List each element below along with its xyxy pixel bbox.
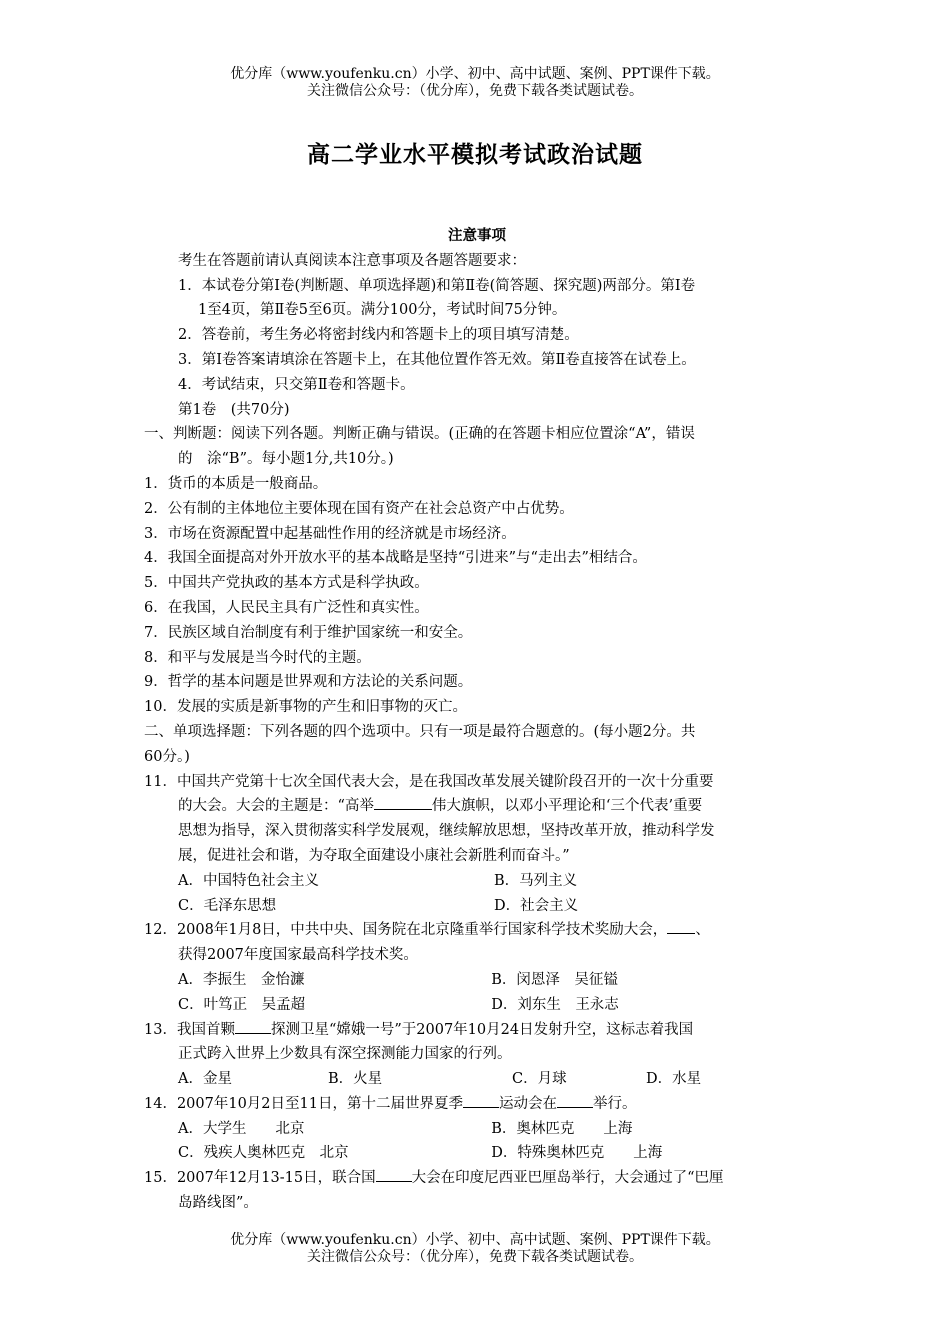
- option-b: B．奥林匹克 上海: [491, 1120, 633, 1137]
- judge-item: 3．市场在资源配置中起基础性作用的经济就是市场经济。: [144, 525, 516, 542]
- option-d: D．刘东生 王永志: [491, 996, 619, 1013]
- q13-line-2: 正式跨入世界上少数具有深空探测能力国家的行列。: [178, 1046, 512, 1063]
- option-a: A．金星: [178, 1071, 232, 1088]
- q11-options-row-2: [144, 894, 810, 919]
- option-d: D．特殊奥林匹克 上海: [491, 1145, 663, 1162]
- answer-blank: [667, 919, 695, 934]
- option-c: C．残疾人奥林匹克 北京: [178, 1145, 349, 1162]
- q14-options-row-1: [144, 1117, 810, 1142]
- q13-line-1a: 13．我国首颗: [144, 1021, 235, 1038]
- judge-item: 7．民族区域自治制度有利于维护国家统一和安全。: [144, 624, 473, 641]
- judge-item: 2．公有制的主体地位主要体现在国有资产在社会总资产中占优势。: [144, 500, 574, 517]
- judge-item: 6．在我国，人民民主具有广泛性和真实性。: [144, 599, 429, 616]
- page-footer: [0, 1232, 950, 1266]
- q12-options-row-2: [144, 993, 810, 1018]
- q12-line-1: [144, 918, 810, 943]
- q15-line-2: 岛路线图”。: [178, 1195, 258, 1212]
- judge-item: 8．和平与发展是当今时代的主题。: [144, 649, 371, 666]
- option-b: B．火星: [328, 1071, 383, 1088]
- q11-line-2a: 的大会。大会的主题是：“高举: [178, 798, 374, 815]
- footer-line-2: 关注微信公众号：（优分库），免费下载各类试题试卷。: [307, 1249, 643, 1265]
- exam-content: [144, 224, 810, 1216]
- section2-heading-b: 60分。): [144, 748, 190, 765]
- q12-line-1a: 12．2008年1月8日，中共中央、国务院在北京隆重举行国家科学技术奖励大会，: [144, 922, 668, 939]
- notice-item-1b: 1至4页，第Ⅱ卷5至6页。满分100分，考试时间75分钟。: [198, 302, 567, 319]
- notice-item-3: 3．第Ⅰ卷答案请填涂在答题卡上，在其他位置作答无效。第Ⅱ卷直接答在试卷上。: [178, 351, 696, 368]
- q14-options-row-2: [144, 1141, 810, 1166]
- answer-blank: [463, 1093, 499, 1108]
- q11-line-4: 展，促进社会和谐，为夺取全面建设小康社会新胜利而奋斗。”: [178, 847, 570, 864]
- judge-item: 5．中国共产党执政的基本方式是科学执政。: [144, 575, 429, 592]
- q12-line-2: 获得2007年度国家最高科学技术奖。: [178, 947, 418, 964]
- judge-item: 4．我国全面提高对外开放水平的基本战略是坚持“引进来”与“走出去”相结合。: [144, 550, 647, 567]
- option-a: A．李振生 金怡濂: [178, 971, 305, 988]
- option-b: B．闵恩泽 吴征镒: [491, 971, 618, 988]
- judge-item: 9．哲学的基本问题是世界观和方法论的关系问题。: [144, 674, 473, 691]
- section1-heading-a: 一、判断题：阅读下列各题。判断正确与错误。(正确的在答题卡相应位置涂“A”，错误: [144, 426, 695, 443]
- judge-item: 1．货币的本质是一般商品。: [144, 475, 328, 492]
- answer-blank: [374, 795, 432, 810]
- q14-line-1b: 运动会在: [498, 1095, 557, 1112]
- q14-line-1c: 举行。: [592, 1095, 637, 1112]
- answer-blank: [235, 1019, 271, 1034]
- q13-options-row: [144, 1067, 810, 1092]
- notice-heading: 注意事项: [448, 227, 506, 244]
- header-line-2: 关注微信公众号：（优分库），免费下载各类试题试卷。: [307, 83, 643, 99]
- option-b: B．马列主义: [494, 872, 578, 889]
- header-line-1: 优分库（www.youfenku.cn）小学、初中、高中试题、案例、PPT课件下载。: [230, 66, 720, 82]
- q14-line-1a: 14．2007年10月2日至11日，第十二届世界夏季: [144, 1095, 463, 1112]
- section1-heading-b: 的 涂“B”。每小题1分,共10分。): [178, 451, 394, 468]
- q15-line-1b: 大会在印度尼西亚巴厘岛举行，大会通过了“巴厘: [411, 1170, 724, 1187]
- q15-line-1a: 15．2007年12月13-15日，联合国: [144, 1170, 376, 1187]
- option-c: C．叶笃正 吴孟超: [178, 996, 306, 1013]
- q12-line-1b: 、: [695, 922, 710, 939]
- option-c: C．月球: [512, 1071, 567, 1088]
- page-title: 高二学业水平模拟考试政治试题: [307, 141, 643, 168]
- notice-item-2: 2．答卷前，考生务必将密封线内和答题卡上的项目填写清楚。: [178, 327, 579, 344]
- notice-item-1a: 1．本试卷分第Ⅰ卷(判断题、单项选择题)和第Ⅱ卷(简答题、探究题)两部分。第Ⅰ卷: [178, 277, 696, 294]
- answer-blank: [557, 1093, 593, 1108]
- q13-line-1: [144, 1018, 810, 1043]
- q11-line-3: 思想为指导，深入贯彻落实科学发展观，继续解放思想，坚持改革开放，推动科学发: [178, 823, 715, 840]
- q15-line-1: [144, 1166, 810, 1191]
- page-header: [0, 66, 950, 100]
- answer-blank: [376, 1167, 412, 1182]
- part1-label: 第1卷 (共70分): [178, 401, 290, 418]
- option-d: D．社会主义: [494, 897, 579, 914]
- option-a: A．中国特色社会主义: [178, 872, 319, 889]
- q12-options-row-1: [144, 968, 810, 993]
- notice-intro: 考生在答题前请认真阅读本注意事项及各题答题要求：: [178, 252, 526, 269]
- option-c: C．毛泽东思想: [178, 897, 277, 914]
- q11-line-2: [144, 794, 810, 819]
- q11-options-row-1: [144, 869, 810, 894]
- option-d: D．水星: [646, 1071, 702, 1088]
- q13-line-1b: 探测卫星“嫦娥一号”于2007年10月24日发射升空，这标志着我国: [270, 1021, 694, 1038]
- notice-item-4: 4．考试结束，只交第Ⅱ卷和答题卡。: [178, 376, 415, 393]
- section2-heading-a: 二、单项选择题：下列各题的四个选项中。只有一项是最符合题意的。(每小题2分。共: [144, 723, 696, 740]
- q14-line-1: [144, 1092, 810, 1117]
- option-a: A．大学生 北京: [178, 1120, 305, 1137]
- q11-line-1: 11．中国共产党第十七次全国代表大会，是在我国改革发展关键阶段召开的一次十分重要: [144, 773, 714, 790]
- footer-line-1: 优分库（www.youfenku.cn）小学、初中、高中试题、案例、PPT课件下载。: [230, 1232, 720, 1248]
- q11-line-2b: 伟大旗帜，以邓小平理论和‘三个代表’重要: [431, 798, 703, 815]
- judge-item: 10．发展的实质是新事物的产生和旧事物的灭亡。: [144, 699, 467, 716]
